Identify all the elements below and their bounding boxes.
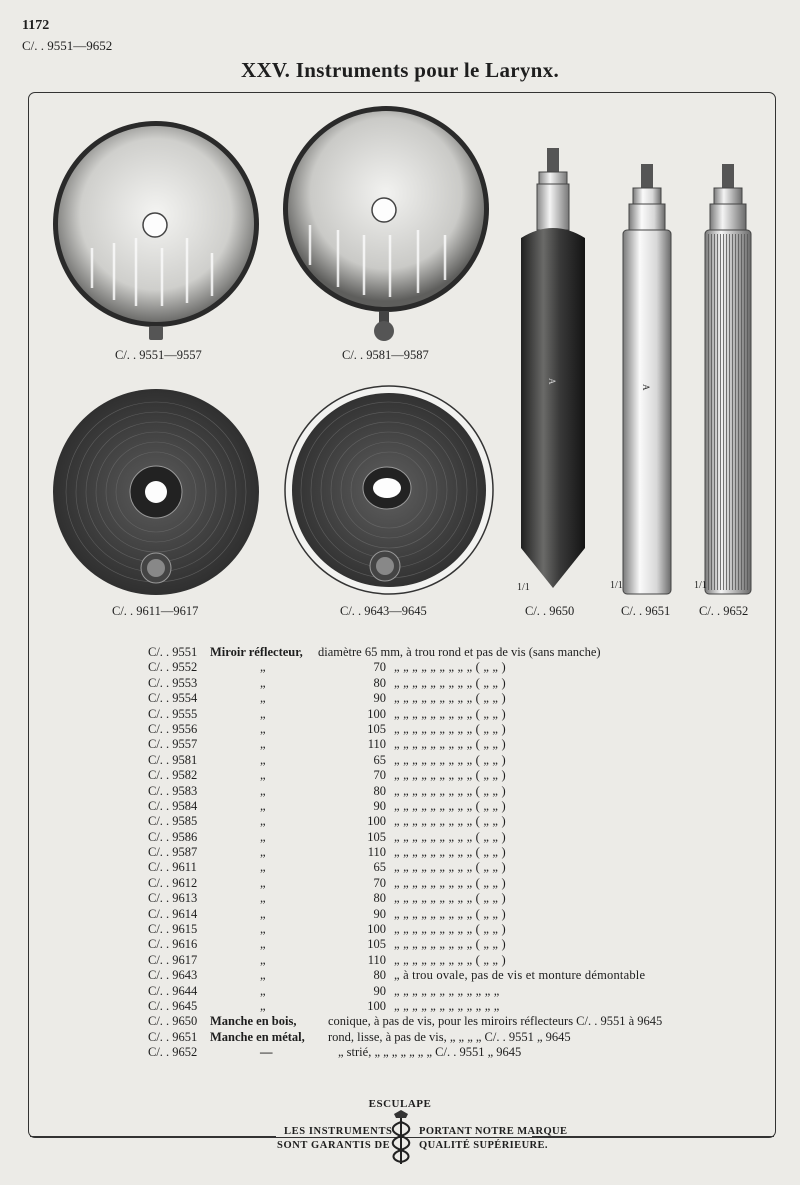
- catalog-row: [148, 999, 718, 1014]
- ditto-mark: „: [260, 660, 266, 675]
- item-code: C/. . 9556: [148, 721, 198, 736]
- handle-9650-illustration: [515, 148, 591, 600]
- ditto-mark: „: [260, 906, 266, 921]
- catalog-row: [148, 676, 718, 691]
- catalog-row: [148, 984, 718, 999]
- ditto-mark: „: [260, 783, 266, 798]
- item-remainder: „ „ „ „ „ „ „ „ „ ( „ „ ): [394, 891, 506, 906]
- handle-9652-illustration: [701, 164, 755, 600]
- catalog-row: [148, 814, 718, 829]
- catalog-row: [148, 753, 718, 768]
- item-size: 70: [373, 660, 386, 675]
- ditto-mark: „: [260, 860, 266, 875]
- mirror-9581-illustration: [280, 105, 494, 347]
- ditto-mark: „: [260, 845, 266, 860]
- scale-9651: 1/1: [610, 580, 623, 591]
- item-size: 80: [373, 968, 386, 983]
- catalog-row: [148, 768, 718, 783]
- item-remainder: „ „ „ „ „ „ „ „ „ ( „ „ ): [394, 798, 506, 813]
- catalog-row: [148, 907, 718, 922]
- item-remainder: „ „ „ „ „ „ „ „ „ ( „ „ ): [394, 952, 506, 967]
- item-size: 70: [373, 768, 386, 783]
- ditto-mark: „: [260, 768, 266, 783]
- ditto-mark: „: [260, 737, 266, 752]
- item-description: conique, à pas de vis, pour les miroirs réflecteurs C/. . 9551 à 9645: [328, 1014, 663, 1029]
- catalog-row: [148, 691, 718, 706]
- item-code: C/. . 9582: [148, 768, 198, 783]
- catalog-row: [148, 968, 718, 983]
- guarantee-line2-left: SONT GARANTIS DE: [277, 1140, 391, 1151]
- item-code: C/. . 9645: [148, 998, 198, 1013]
- item-code: C/. . 9584: [148, 798, 198, 813]
- handle-row: [148, 1014, 718, 1029]
- item-code: C/. . 9587: [148, 845, 198, 860]
- item-description: „ strié, „ „ „ „ „ „ „ C/. . 9551 „ 9645: [338, 1045, 522, 1060]
- item-remainder: „ „ „ „ „ „ „ „ „ ( „ „ ): [394, 845, 506, 860]
- item-size: 80: [373, 783, 386, 798]
- item-code: C/. . 9612: [148, 875, 198, 890]
- page-range: C/. . 9551—9652: [22, 38, 113, 53]
- item-size: 65: [373, 752, 386, 767]
- item-code: C/. . 9611: [148, 860, 197, 875]
- catalog-row: [148, 937, 718, 952]
- mirror-9551-illustration: [52, 118, 264, 348]
- svg-text:A: A: [547, 378, 557, 385]
- item-remainder: „ „ „ „ „ „ „ „ „ „ „ „: [394, 983, 500, 998]
- item-code: C/. . 9557: [148, 737, 198, 752]
- ditto-mark: „: [260, 998, 266, 1013]
- catalog-row: [148, 922, 718, 937]
- catalog-handles: [148, 1014, 718, 1060]
- mirror-9611-illustration: [52, 386, 264, 602]
- item-remainder: „ „ „ „ „ „ „ „ „ ( „ „ ): [394, 829, 506, 844]
- item-size: 110: [367, 845, 386, 860]
- scale-9652: 1/1: [694, 580, 707, 591]
- item-remainder: „ „ „ „ „ „ „ „ „ ( „ „ ): [394, 860, 506, 875]
- item-code: C/. . 9555: [148, 706, 198, 721]
- footer-rule-right: [532, 1136, 774, 1137]
- item-code: C/. . 9552: [148, 660, 198, 675]
- item-code: C/. . 9554: [148, 691, 198, 706]
- item-remainder: „ à trou ovale, pas de vis et monture démontable: [394, 968, 646, 983]
- ditto-mark: „: [260, 891, 266, 906]
- item-remainder: „ „ „ „ „ „ „ „ „ ( „ „ ): [394, 922, 506, 937]
- item-remainder: „ „ „ „ „ „ „ „ „ ( „ „ ): [394, 706, 506, 721]
- ditto-mark: „: [260, 675, 266, 690]
- guarantee-line2-right: QUALITÉ SUPÉRIEURE.: [419, 1140, 548, 1151]
- item-code: C/. . 9553: [148, 675, 198, 690]
- ditto-mark: „: [260, 691, 266, 706]
- catalog-row: [148, 722, 718, 737]
- mirror-9643-illustration: [283, 384, 495, 602]
- brand-name: ESCULAPE: [368, 1098, 432, 1110]
- item-remainder: „ „ „ „ „ „ „ „ „ ( „ „ ): [394, 737, 506, 752]
- item-remainder: „ „ „ „ „ „ „ „ „ ( „ „ ): [394, 937, 506, 952]
- caption-9652: C/. . 9652: [699, 604, 749, 618]
- item-code: C/. . 9581: [148, 752, 198, 767]
- item-label: Manche en métal,: [210, 1029, 305, 1044]
- item-size: 100: [367, 814, 386, 829]
- ditto-mark: „: [260, 937, 266, 952]
- item-label: Miroir réflecteur,: [210, 645, 303, 659]
- item-size: 90: [373, 798, 386, 813]
- item-description: rond, lisse, à pas de vis, „ „ „ „ C/. . 9551 „ 9645: [328, 1029, 571, 1044]
- ditto-mark: „: [260, 721, 266, 736]
- caption-9611: C/. . 9611—9617: [112, 604, 199, 618]
- caption-9651: C/. . 9651: [621, 604, 671, 618]
- item-code: C/. . 9651: [148, 1029, 198, 1044]
- item-size: 100: [367, 922, 386, 937]
- item-remainder: „ „ „ „ „ „ „ „ „ ( „ „ ): [394, 721, 506, 736]
- ditto-mark: „: [260, 814, 266, 829]
- ditto-mark: „: [260, 922, 266, 937]
- ditto-mark: „: [260, 875, 266, 890]
- item-remainder: „ „ „ „ „ „ „ „ „ ( „ „ ): [394, 906, 506, 921]
- item-code: C/. . 9583: [148, 783, 198, 798]
- catalog-row: [148, 860, 718, 875]
- catalog-row: [148, 891, 718, 906]
- ditto-mark: „: [260, 968, 266, 983]
- item-code: C/. . 9644: [148, 983, 198, 998]
- item-description: diamètre 65 mm, à trou rond et pas de vis (sans manche): [318, 645, 601, 659]
- item-code: C/. . 9615: [148, 922, 198, 937]
- item-code: C/. . 9616: [148, 937, 198, 952]
- item-remainder: „ „ „ „ „ „ „ „ „ ( „ „ ): [394, 752, 506, 767]
- item-code: C/. . 9617: [148, 952, 198, 967]
- ditto-mark: „: [260, 752, 266, 767]
- item-size: 90: [373, 983, 386, 998]
- catalog-list: [148, 645, 718, 1061]
- item-code: C/. . 9652: [148, 1045, 198, 1060]
- item-code: C/. . 9614: [148, 906, 198, 921]
- caption-9581: C/. . 9581—9587: [342, 348, 429, 362]
- catalog-row: [148, 876, 718, 891]
- page-number: 1172: [22, 18, 50, 33]
- catalog-row: [148, 737, 718, 752]
- item-size: 80: [373, 891, 386, 906]
- catalog-row: [148, 784, 718, 799]
- item-remainder: „ „ „ „ „ „ „ „ „ ( „ „ ): [394, 783, 506, 798]
- item-size: 110: [367, 952, 386, 967]
- caption-9650: C/. . 9650: [525, 604, 575, 618]
- item-size: 90: [373, 691, 386, 706]
- catalog-row: [148, 830, 718, 845]
- item-label: —: [260, 1045, 273, 1060]
- catalog-row: [148, 845, 718, 860]
- catalog-row: [148, 660, 718, 675]
- item-size: 90: [373, 906, 386, 921]
- ditto-mark: „: [260, 829, 266, 844]
- item-size: 105: [367, 721, 386, 736]
- item-remainder: „ „ „ „ „ „ „ „ „ „ „ „: [394, 998, 500, 1013]
- svg-text:A: A: [641, 384, 651, 391]
- item-remainder: „ „ „ „ „ „ „ „ „ ( „ „ ): [394, 814, 506, 829]
- ditto-mark: „: [260, 952, 266, 967]
- item-size: 100: [367, 706, 386, 721]
- catalog-row: [148, 953, 718, 968]
- item-size: 110: [367, 737, 386, 752]
- caption-9551: C/. . 9551—9557: [115, 348, 202, 362]
- handle-row: [148, 1030, 718, 1045]
- item-size: 105: [367, 829, 386, 844]
- item-remainder: „ „ „ „ „ „ „ „ „ ( „ „ ): [394, 675, 506, 690]
- item-code: C/. . 9643: [148, 968, 198, 983]
- caption-9643: C/. . 9643—9645: [340, 604, 427, 618]
- caduceus-logo-icon: [386, 1110, 416, 1166]
- handle-row: [148, 1045, 718, 1060]
- item-code: C/. . 9551: [148, 645, 198, 659]
- scale-9650: 1/1: [517, 582, 530, 593]
- handle-9651-illustration: [619, 164, 675, 600]
- ditto-mark: „: [260, 706, 266, 721]
- item-code: C/. . 9613: [148, 891, 198, 906]
- item-remainder: „ „ „ „ „ „ „ „ „ ( „ „ ): [394, 660, 506, 675]
- item-remainder: „ „ „ „ „ „ „ „ „ ( „ „ ): [394, 691, 506, 706]
- ditto-mark: „: [260, 798, 266, 813]
- item-size: 105: [367, 937, 386, 952]
- item-label: Manche en bois,: [210, 1014, 297, 1029]
- footer-rule-left: [30, 1136, 276, 1137]
- catalog-row: [148, 799, 718, 814]
- item-remainder: „ „ „ „ „ „ „ „ „ ( „ „ ): [394, 875, 506, 890]
- item-size: 100: [367, 998, 386, 1013]
- guarantee-line1-left: LES INSTRUMENTS: [284, 1126, 393, 1137]
- item-size: 65: [373, 860, 386, 875]
- catalog-row: [148, 707, 718, 722]
- ditto-mark: „: [260, 983, 266, 998]
- item-remainder: „ „ „ „ „ „ „ „ „ ( „ „ ): [394, 768, 506, 783]
- item-code: C/. . 9650: [148, 1014, 198, 1029]
- item-code: C/. . 9585: [148, 814, 198, 829]
- catalog-row-first: [148, 645, 718, 660]
- item-code: C/. . 9586: [148, 829, 198, 844]
- item-size: 80: [373, 675, 386, 690]
- item-size: 70: [373, 875, 386, 890]
- page-title: XXV. Instruments pour le Larynx.: [240, 58, 560, 82]
- guarantee-line1-right: PORTANT NOTRE MARQUE: [419, 1126, 568, 1137]
- catalog-rows: [148, 660, 718, 1014]
